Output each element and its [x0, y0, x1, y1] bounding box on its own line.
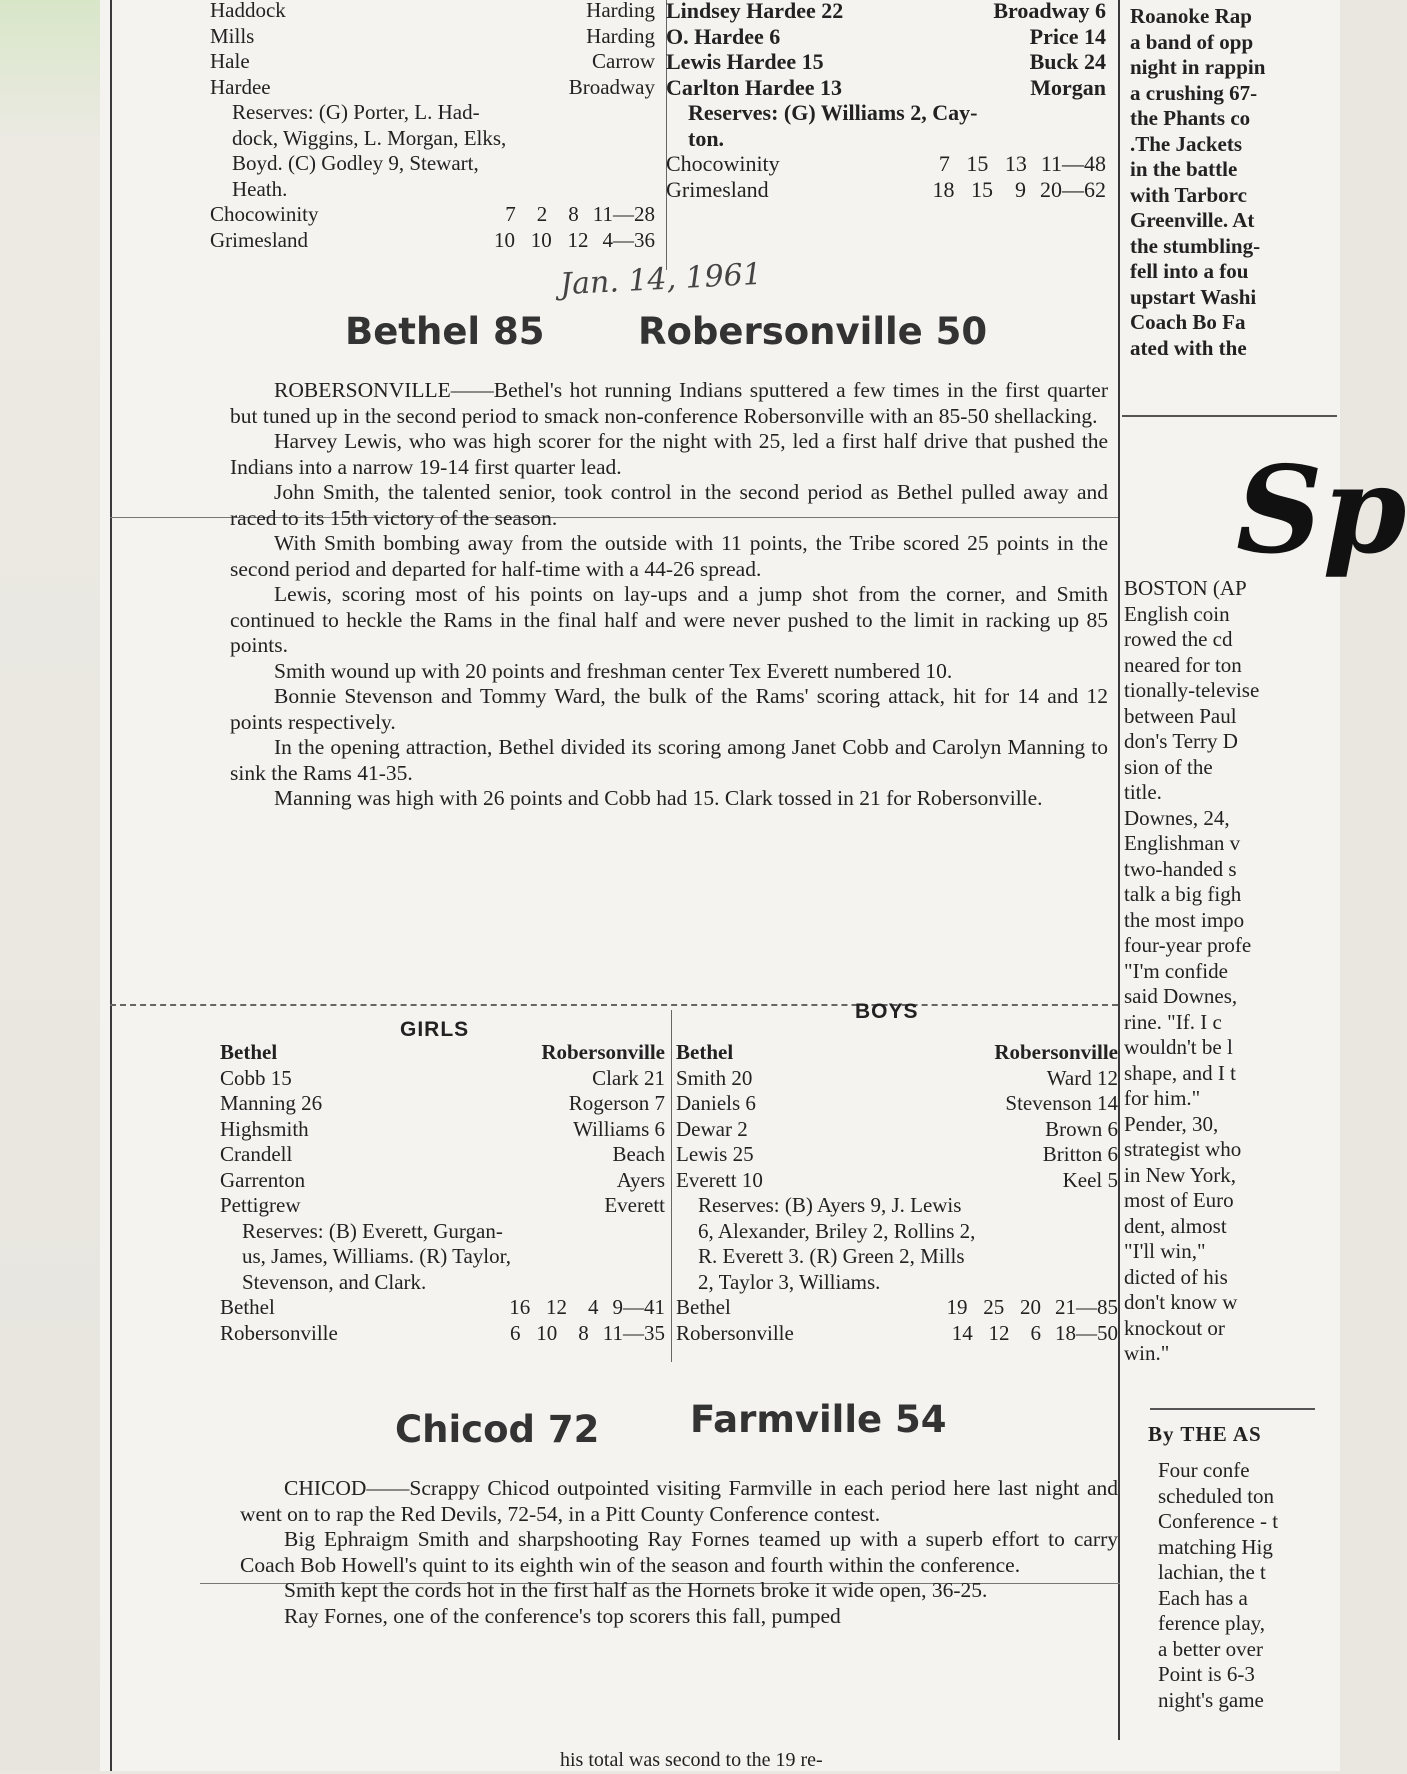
linescore-row: [220, 1295, 665, 1321]
right-column-line: shape, and I t: [1124, 1060, 1236, 1085]
right-column-line: four-year profe: [1124, 933, 1252, 957]
player-right: Morgan: [1030, 74, 1106, 100]
sports-masthead-fragment: Sp: [1236, 440, 1407, 581]
right-column-line: Point is 6-3: [1158, 1662, 1255, 1686]
player-right: Stevenson 14: [1005, 1091, 1118, 1115]
girls-heading: GIRLS: [400, 1018, 470, 1041]
right-column-line: knockout or: [1124, 1315, 1225, 1340]
story-paragraph: Big Ephraigm Smith and sharpshooting Ray Fornes teamed up with a superb effort to carry Coach Bob Howell's quint to its eighth win of the season and fourth within the conference.: [240, 1527, 1118, 1577]
linescore-team: Bethel: [220, 1295, 275, 1319]
reserves-line: Stevenson, and Clark.: [242, 1269, 427, 1294]
lineup-row: [666, 75, 1106, 101]
linescore-row: [210, 228, 655, 254]
player-left: Daniels 6: [676, 1091, 756, 1115]
right-column-line: Four confe: [1158, 1458, 1250, 1482]
right-column-line: rowed the cd: [1124, 627, 1233, 651]
right-column-line: night's game: [1158, 1687, 1264, 1712]
linescore-team: Chocowinity: [666, 151, 780, 176]
linescore-team: Grimesland: [666, 176, 769, 202]
right-column-line: Coach Bo Fa: [1130, 310, 1246, 334]
right-column-rule: [1118, 0, 1120, 1740]
player-left: O. Hardee 6: [666, 23, 781, 49]
right-rule-1: [1122, 415, 1337, 417]
right-column-conference-story: [1158, 1458, 1336, 1728]
player-right: Ward 12: [1046, 1065, 1118, 1090]
right-column-line: Conference - t: [1158, 1509, 1279, 1533]
right-column-line: talk a big figh: [1124, 882, 1242, 906]
linescore-row: [220, 1321, 665, 1347]
linescore-quarters: 10 10 12: [494, 227, 589, 252]
lineup-row: [210, 75, 655, 101]
linescore-row: [676, 1295, 1118, 1321]
reserves-line: Boyd. (C) Godley 9, Stewart,: [232, 151, 479, 175]
player-left: Highsmith: [220, 1116, 309, 1141]
right-column-boston-story: [1124, 576, 1336, 1367]
right-column-line: "I'm confide: [1124, 958, 1228, 983]
player-right: Carrow: [592, 49, 655, 73]
girls-lineup: [220, 1066, 665, 1219]
story-bethel-robersonville: [230, 378, 1108, 812]
right-column-line: "I'll win,": [1124, 1239, 1206, 1263]
right-column-line: neared for ton: [1124, 652, 1242, 677]
right-column-line: ated with the: [1130, 335, 1247, 360]
right-column-line: tionally-televise: [1124, 678, 1260, 702]
reserves-line: Reserves: (G) Porter, L. Had-: [232, 100, 480, 124]
player-right: Williams 6: [573, 1116, 665, 1141]
player-right: Brown 6: [1045, 1116, 1118, 1141]
right-column-line: the stumbling-: [1130, 233, 1261, 258]
box-divider: [671, 1010, 672, 1362]
reserves-line: ton.: [688, 125, 725, 151]
right-column-line: the Phants co: [1130, 106, 1251, 130]
reserves-line: 6, Alexander, Briley 2, Rollins 2,: [698, 1218, 976, 1243]
story-paragraph: Ray Fornes, one of the conference's top scorers this fall, pumped: [284, 1603, 841, 1628]
headline-bethel: Bethel 85: [345, 310, 545, 353]
story-paragraph: Harvey Lewis, who was high scorer for the night with 25, led a first half drive that pushed the Indians into a narrow 19-14 first quarter lead.: [230, 429, 1108, 479]
right-column-line: a band of opp: [1130, 29, 1254, 54]
right-column-line: between Paul: [1124, 703, 1237, 728]
linescore-team: Grimesland: [210, 227, 308, 252]
player-left: Hale: [210, 49, 250, 73]
handwritten-date: Jan. 14, 1961: [559, 256, 763, 303]
box-separator: [110, 1004, 1118, 1006]
right-column-line: Englishman v: [1124, 831, 1241, 855]
left-column-rule: [110, 0, 112, 1771]
right-column-line: win.": [1124, 1341, 1170, 1365]
lineup-row: [676, 1091, 1118, 1117]
right-column-line: .The Jackets: [1130, 131, 1242, 156]
reserves-line: Reserves: (G) Williams 2, Cay-: [688, 100, 978, 125]
girls-team-left: Bethel: [220, 1040, 278, 1064]
girls-team-right: Robersonville: [541, 1040, 665, 1064]
linescore-quarters: 14 12 6: [951, 1320, 1041, 1345]
right-column-line: Pender, 30,: [1124, 1111, 1219, 1136]
player-right: Beach: [612, 1142, 665, 1166]
linescore-row: [666, 151, 1106, 177]
girls-reserves: [220, 1219, 665, 1296]
player-right: Ayers: [616, 1167, 665, 1192]
right-column-line: upstart Washi: [1130, 284, 1257, 309]
headline-robersonville: Robersonville 50: [638, 310, 988, 353]
lineup-row: [666, 0, 1106, 24]
linescore-final: 11—48: [1040, 151, 1106, 176]
boys-linescore: [676, 1295, 1118, 1346]
linescore-team: Bethel: [676, 1295, 731, 1319]
lineup-row: [210, 24, 655, 50]
right-column-line: for him.": [1124, 1086, 1201, 1110]
player-left: Lindsey Hardee 22: [666, 0, 844, 23]
lineup-row: [676, 1117, 1118, 1143]
right-column-line: scheduled ton: [1158, 1483, 1275, 1508]
boys-heading: BOYS: [855, 1000, 919, 1023]
girls-box-score: [220, 1040, 665, 1346]
top-girls-linescore: [210, 202, 655, 253]
player-right: Everett: [604, 1193, 665, 1217]
right-column-line: fell into a fou: [1130, 259, 1249, 283]
lineup-row: [666, 24, 1106, 50]
story-paragraph: ROBERSONVILLE——Bethel's hot running Indians sputtered a few times in the first quarter but tuned up in the second period to smack non-conference Robersonville with an 85-50 shellacking.: [230, 378, 1108, 428]
linescore-final: 21—85: [1055, 1295, 1118, 1319]
story-paragraph: Lewis, scoring most of his points on lay-ups and a jump shot from the corner, and Smith continued to heckle the Rams in the final half and were never pushed to the limit in racking up 85 points.: [230, 582, 1108, 657]
lineup-row: [676, 1066, 1118, 1092]
boys-team-left: Bethel: [676, 1040, 734, 1064]
player-left: Cobb 15: [220, 1065, 292, 1090]
right-column-line: Each has a: [1158, 1585, 1248, 1610]
story-paragraph: Manning was high with 26 points and Cobb had 15. Clark tossed in 21 for Robersonville.: [274, 786, 1043, 810]
lineup-row: [676, 1142, 1118, 1168]
player-right: Price 14: [1029, 23, 1106, 49]
headline-farmville: Farmville 54: [690, 1398, 947, 1441]
linescore-quarters: 6 10 8: [510, 1320, 589, 1345]
right-column-line: sion of the: [1124, 754, 1213, 779]
boys-team-right: Robersonville: [994, 1040, 1118, 1064]
reserves-line: dock, Wiggins, L. Morgan, Elks,: [232, 125, 507, 150]
player-right: Broadway 6: [993, 0, 1106, 23]
story-chicod-farmville: [240, 1476, 1118, 1629]
lineup-row: [220, 1193, 665, 1219]
lineup-row: [220, 1142, 665, 1168]
linescore-team: Robersonville: [220, 1320, 338, 1345]
story-paragraph: CHICOD——Scrappy Chicod outpointed visiting Farmville in each period here last night and went on to rap the Red Devils, 72-54, in a Pitt County Conference contest.: [240, 1476, 1118, 1526]
linescore-row: [210, 202, 655, 228]
lineup-row: [220, 1168, 665, 1194]
player-left: Everett 10: [676, 1167, 763, 1192]
player-left: Dewar 2: [676, 1116, 748, 1141]
player-left: Lewis Hardee 15: [666, 49, 824, 74]
player-left: Pettigrew: [220, 1193, 301, 1217]
right-column-line: English coin: [1124, 601, 1230, 626]
player-left: Crandell: [220, 1142, 293, 1166]
lineup-row: [210, 0, 655, 24]
right-column-line: with Tarborc: [1130, 182, 1247, 207]
player-left: Manning 26: [220, 1091, 323, 1115]
boys-lineup: [676, 1066, 1118, 1194]
right-column-line: in the battle: [1130, 157, 1238, 181]
reserves-line: us, James, Williams. (R) Taylor,: [242, 1244, 512, 1268]
player-right: Buck 24: [1029, 49, 1106, 74]
reserves-line: R. Everett 3. (R) Green 2, Mills: [698, 1244, 965, 1268]
linescore-row: [666, 177, 1106, 203]
reserves-line: Reserves: (B) Everett, Gurgan-: [242, 1218, 503, 1243]
right-column-line: Downes, 24,: [1124, 805, 1230, 830]
player-right: Harding: [586, 0, 655, 22]
story-paragraph: Bonnie Stevenson and Tommy Ward, the bulk of the Rams' scoring attack, hit for 14 and 12 points respectively.: [230, 684, 1108, 734]
right-column-line: a crushing 67-: [1130, 80, 1258, 105]
right-column-line: dicted of his: [1124, 1264, 1228, 1289]
right-column-line: in New York,: [1124, 1162, 1237, 1187]
player-left: Smith 20: [676, 1065, 753, 1090]
linescore-final: 4—36: [602, 227, 655, 252]
player-right: Keel 5: [1062, 1167, 1118, 1192]
player-right: Harding: [586, 23, 655, 48]
right-column-line: most of Euro: [1124, 1188, 1234, 1212]
reserves-line: 2, Taylor 3, Williams.: [698, 1269, 881, 1294]
headline-chicod: Chicod 72: [395, 1408, 600, 1451]
story-paragraph: With Smith bombing away from the outside with 11 points, the Tribe scored 25 points in the second period and departed for half-time with a 44-26 spread.: [230, 531, 1108, 581]
top-girls-reserves: [210, 100, 655, 202]
player-left: Garrenton: [220, 1167, 306, 1192]
player-left: Mills: [210, 23, 255, 48]
right-column-line: don's Terry D: [1124, 729, 1238, 753]
player-right: Britton 6: [1042, 1142, 1118, 1166]
story-paragraph: Smith kept the cords hot in the first half as the Hornets broke it wide open, 36-25.: [284, 1578, 988, 1602]
top-boys-reserves: [666, 100, 1106, 151]
linescore-final: 20—62: [1040, 176, 1106, 202]
player-left: Hardee: [210, 74, 271, 99]
lineup-row: [676, 1168, 1118, 1194]
linescore-team: Robersonville: [676, 1320, 794, 1345]
scanner-edge: [0, 0, 100, 1771]
linescore-final: 11—28: [592, 202, 655, 226]
linescore-quarters: 16 12 4: [509, 1295, 599, 1319]
reserves-line: Heath.: [232, 176, 288, 201]
linescore-final: 18—50: [1055, 1320, 1118, 1345]
linescore-row: [676, 1321, 1118, 1347]
right-column-line: dent, almost: [1124, 1213, 1227, 1238]
boys-box-score: [676, 1040, 1118, 1346]
right-column-line: Roanoke Rap: [1130, 4, 1252, 28]
lineup-row: [210, 49, 655, 75]
top-boys-box: [666, 0, 1106, 202]
right-column-line: night in rappin: [1130, 55, 1266, 79]
player-left: Haddock: [210, 0, 286, 22]
reserves-line: Reserves: (B) Ayers 9, J. Lewis: [698, 1193, 962, 1217]
right-column-top-story: [1130, 4, 1335, 361]
right-column-line: ference play,: [1158, 1611, 1266, 1635]
right-column-line: BOSTON (AP: [1124, 576, 1247, 600]
right-column-line: strategist who: [1124, 1137, 1242, 1161]
lineup-row: [220, 1091, 665, 1117]
girls-linescore: [220, 1295, 665, 1346]
right-column-line: title.: [1124, 780, 1162, 804]
lineup-row: [220, 1117, 665, 1143]
player-right: Broadway: [568, 74, 655, 99]
story-paragraph: Smith wound up with 20 points and freshman center Tex Everett numbered 10.: [274, 658, 953, 683]
linescore-quarters: 7 15 13: [938, 151, 1027, 176]
lineup-row: [666, 49, 1106, 75]
lineup-row: [220, 1066, 665, 1092]
story-cut-line: his total was second to the 19 re-: [560, 1749, 823, 1771]
top-girls-box: [210, 0, 655, 253]
player-left: Carlton Hardee 13: [666, 74, 842, 100]
linescore-final: 9—41: [612, 1295, 665, 1319]
top-girls-lineup: [210, 0, 655, 100]
story-paragraph: In the opening attraction, Bethel divided its scoring among Janet Cobb and Carolyn Manning to sink the Rams 41-35.: [230, 735, 1108, 785]
player-right: Rogerson 7: [568, 1091, 665, 1115]
right-column-line: two-handed s: [1124, 856, 1237, 881]
story-paragraph: John Smith, the talented senior, took control in the second period as Bethel pulled away and raced to its 15th victory of the season.: [230, 480, 1108, 530]
right-column-line: lachian, the t: [1158, 1560, 1266, 1584]
linescore-quarters: 19 25 20: [946, 1295, 1041, 1319]
right-column-line: the most impo: [1124, 907, 1245, 932]
right-column-line: said Downes,: [1124, 984, 1238, 1008]
right-column-line: matching Hig: [1158, 1534, 1273, 1559]
right-column-line: rine. "If. I c: [1124, 1009, 1222, 1034]
linescore-quarters: 18 15 9: [932, 176, 1026, 202]
right-rule-2: [1150, 1408, 1315, 1410]
linescore-quarters: 7 2 8: [505, 202, 579, 226]
top-boys-lineup: [666, 0, 1106, 100]
player-left: Lewis 25: [676, 1142, 754, 1166]
top-boys-linescore: [666, 151, 1106, 202]
linescore-final: 11—35: [602, 1320, 665, 1345]
right-column-line: wouldn't be l: [1124, 1035, 1233, 1059]
right-column-line: Greenville. At: [1130, 208, 1255, 232]
right-column-byline: By THE AS: [1148, 1422, 1262, 1446]
linescore-team: Chocowinity: [210, 202, 319, 226]
boys-reserves: [676, 1193, 1118, 1295]
player-right: Clark 21: [592, 1065, 665, 1090]
right-column-line: don't know w: [1124, 1290, 1238, 1314]
right-column-line: a better over: [1158, 1636, 1263, 1661]
